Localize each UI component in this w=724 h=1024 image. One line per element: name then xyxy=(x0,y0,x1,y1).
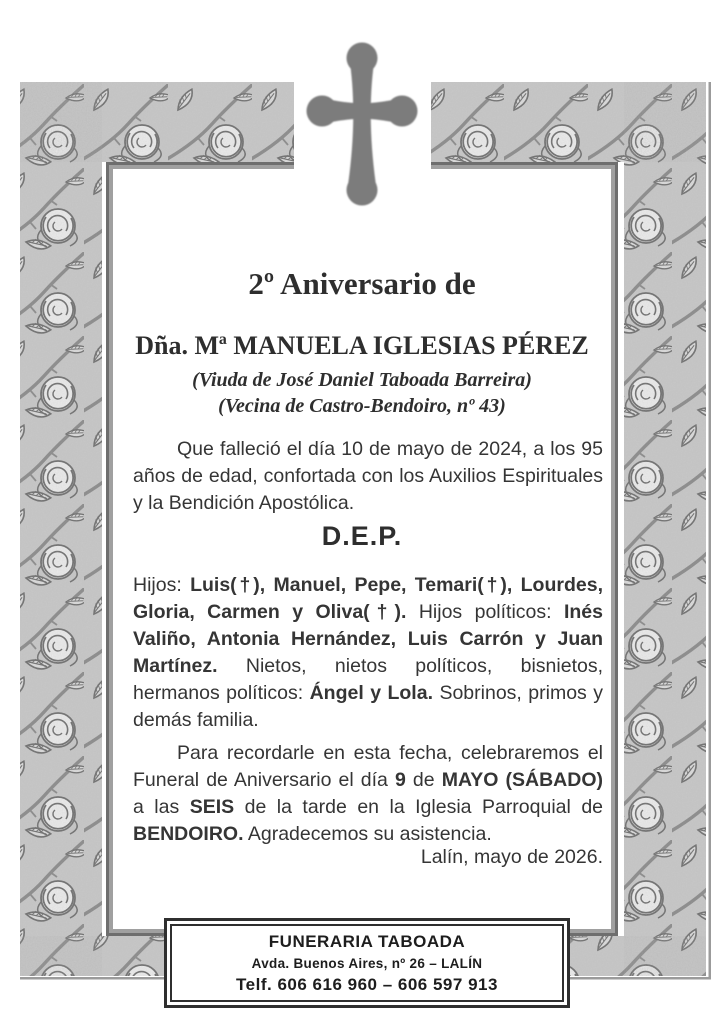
residence-line: (Vecina de Castro-Bendoiro, nº 43) xyxy=(218,395,506,417)
widow-line: (Viuda de José Daniel Taboada Barreira) xyxy=(192,369,532,391)
deceased-subtitles xyxy=(115,367,609,419)
funeral-home-name: FUNERARIA TABOADA xyxy=(268,931,466,951)
funeral-home-inner-border xyxy=(170,924,564,1002)
funeral-home-phone: Telf. 606 616 960 – 606 597 913 xyxy=(236,974,498,994)
anniversary-title: 2º Aniversario de xyxy=(248,266,476,301)
rip-abbreviation: D.E.P. xyxy=(321,521,403,551)
family-paragraph: Hijos: Luis(†), Manuel, Pepe, Temari(†), Lourdes, Gloria, Carmen y Oliva(†). Hijos políticos: Inés Valiño, Antonia Hernández, Luis Carrón y Juan Martínez. Nietos, nietos políticos, bisnietos, hermanos políticos: Ángel y Lola. Sobrinos, primos y demás familia. xyxy=(133,574,603,731)
death-notice-paragraph: Que falleció el día 10 de mayo de 2024, a los 95 años de edad, confortada con los Auxilios Espirituales y la Bendición Apostólica. xyxy=(133,438,603,514)
funeral-home-address: Avda. Buenos Aires, nº 26 – LALÍN xyxy=(251,955,483,971)
place-and-date: Lalín, mayo de 2026. xyxy=(420,846,603,868)
funeral-announcement-paragraph: Para recordarle en esta fecha, celebraremos el Funeral de Aniversario el día 9 de MAYO (SÁBADO) a las SEIS de la tarde en la Iglesia Parroquial de BENDOIRO. Agradecemos su asistencia. xyxy=(133,742,604,845)
funeral-home-box xyxy=(164,918,570,1008)
deceased-name: Dña. Mª MANUELA IGLESIAS PÉREZ xyxy=(135,331,589,360)
